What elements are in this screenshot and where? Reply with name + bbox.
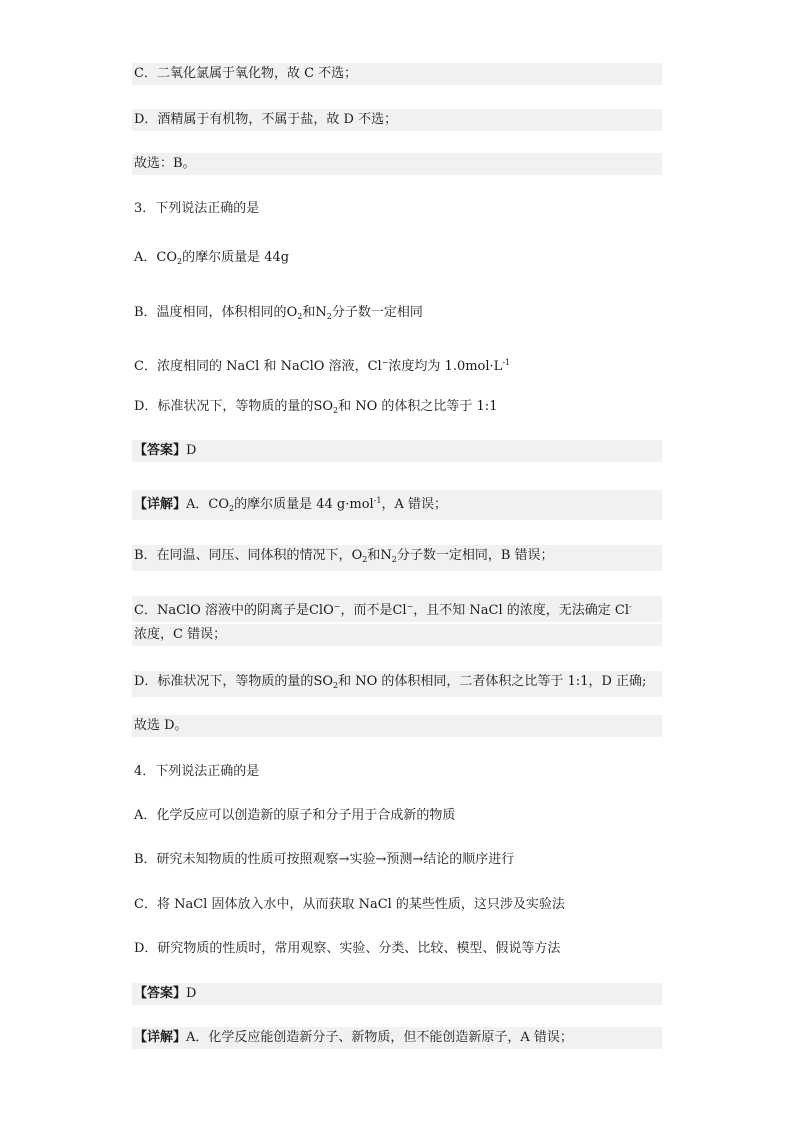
question-4-option-b: B．研究未知物质的性质可按照观察→实验→预测→结论的顺序进行 — [134, 852, 515, 867]
answer-4: 【答案】D — [132, 983, 662, 1005]
answer-choice-3: 故选 D。 — [132, 715, 662, 737]
question-4-option-a: A．化学反应可以创造新的原子和分子用于合成新的物质 — [134, 808, 456, 823]
detail-3-option-c-line1: C．NaClO 溶液中的阴离子是ClO−，而不是Cl−，且不知 NaCl 的浓度，无法确定 Cl- — [132, 596, 662, 622]
answer-3: 【答案】D — [132, 440, 662, 462]
explanation-option-d: D．酒精属于有机物，不属于盐，故 D 不选； — [132, 109, 662, 131]
question-4-option-d: D．研究物质的性质时，常用观察、实验、分类、比较、模型、假说等方法 — [134, 941, 561, 956]
detail-3-option-b: B．在同温、同压、同体积的情况下，$O_2$和$N_2$分子数一定相同，B 错误； — [132, 545, 662, 571]
question-3-option-a: A．$CO_2$的摩尔质量是 44g — [134, 250, 290, 266]
question-3-option-d: D．标准状况下，等物质的量的$SO_2$和 NO 的体积之比等于 1:1 — [134, 399, 498, 415]
explanation-option-c: C．二氧化氯属于氧化物，故 C 不选； — [132, 63, 662, 85]
answer-choice: 故选：B。 — [132, 153, 662, 175]
question-3-stem: 3．下列说法正确的是 — [134, 201, 260, 216]
detail-3-option-d: D．标准状况下，等物质的量的$SO_2$和 NO 的体积相同，二者体积之比等于 1:1，D 正确; — [132, 671, 662, 697]
detail-4-option-a: 【详解】A．化学反应能创造新分子、新物质，但不能创造新原子，A 错误； — [132, 1027, 662, 1049]
question-3-option-b: B．温度相同，体积相同的$O_2$和$N_2$分子数一定相同 — [134, 305, 423, 321]
question-4-option-c: C．将 NaCl 固体放入水中，从而获取 NaCl 的某些性质，这只涉及实验法 — [134, 897, 565, 912]
question-3-option-c: C．浓度相同的 NaCl 和 NaClO 溶液，Cl−浓度均为 $1.0mol\cdot L^{-1}$ — [134, 358, 511, 374]
detail-3-option-c-line2: 浓度，C 错误； — [132, 624, 662, 646]
question-4-stem: 4．下列说法正确的是 — [134, 764, 260, 779]
detail-3-option-a: 【详解】A．$CO_2$的摩尔质量是 44 g·mol$^{-1}$，A 错误； — [132, 490, 662, 520]
